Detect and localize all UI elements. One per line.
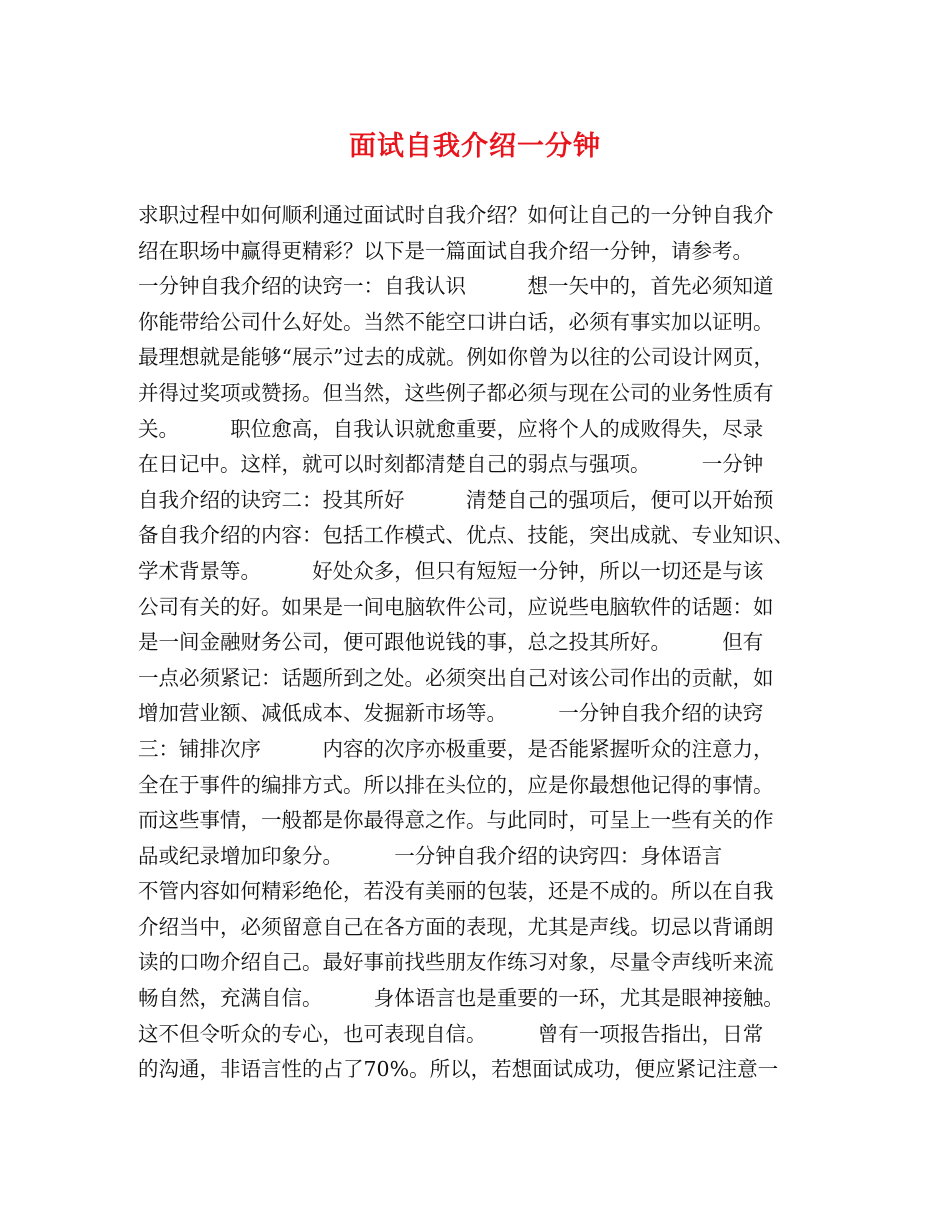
body-line: 一点必须紧记：话题所到之处。必须突出自己对该公司作出的贡献，如 xyxy=(138,665,774,690)
body-line: 你能带给公司什么好处。当然不能空口讲白话，必须有事实加以证明。 xyxy=(138,309,774,334)
document-body xyxy=(138,198,828,1088)
body-line: 增加营业额、减低成本、发掘新市场等。 一分钟自我介绍的诀窍 xyxy=(138,701,764,726)
body-line: 一分钟自我介绍的诀窍一：自我认识 想一矢中的，首先必须知道 xyxy=(138,274,774,299)
body-line: 备自我介绍的内容：包括工作模式、优点、技能，突出成就、专业知识、 xyxy=(138,523,794,548)
body-line: 不管内容如何精彩绝伦，若没有美丽的包装，还是不成的。所以在自我 xyxy=(138,879,774,904)
body-line: 这不但令听众的专心，也可表现自信。 曾有一项报告指出，日常 xyxy=(138,1021,764,1046)
body-line: 在日记中。这样，就可以时刻都清楚自己的弱点与强项。 一分钟 xyxy=(138,452,764,477)
body-line: 三：铺排次序 内容的次序亦极重要，是否能紧握听众的注意力， xyxy=(138,736,774,761)
body-line: 介绍当中，必须留意自己在各方面的表现，尤其是声线。切忌以背诵朗 xyxy=(138,914,774,939)
body-line: 公司有关的好。如果是一间电脑软件公司，应说些电脑软件的话题：如 xyxy=(138,594,774,619)
body-line: 畅自然，充满自信。 身体语言也是重要的一环，尤其是眼神接触。 xyxy=(138,986,784,1011)
body-line: 关。 职位愈高，自我认识就愈重要，应将个人的成败得失，尽录 xyxy=(138,416,764,441)
body-line: 读的口吻介绍自己。最好事前找些朋友作练习对象，尽量令声线听来流 xyxy=(138,950,774,975)
body-line: 品或纪录增加印象分。 一分钟自我介绍的诀窍四：身体语言 xyxy=(138,843,723,868)
body-line: 学术背景等。 好处众多，但只有短短一分钟，所以一切还是与该 xyxy=(138,558,764,583)
body-line: 并得过奖项或赞扬。但当然，这些例子都必须与现在公司的业务性质有 xyxy=(138,380,774,405)
body-line: 全在于事件的编排方式。所以排在头位的，应是你最想他记得的事情。 xyxy=(138,772,774,797)
body-line: 是一间金融财务公司，便可跟他说钱的事，总之投其所好。 但有 xyxy=(138,630,764,655)
body-line: 而这些事情，一般都是你最得意之作。与此同时，可呈上一些有关的作 xyxy=(138,808,774,833)
body-line: 绍在职场中赢得更精彩？以下是一篇面试自我介绍一分钟，请参考。 xyxy=(138,238,753,263)
body-line: 求职过程中如何顺利通过面试时自我介绍？如何让自己的一分钟自我介 xyxy=(138,203,774,227)
body-line: 最理想就是能够“展示”过去的成就。例如你曾为以往的公司设计网页， xyxy=(138,345,774,370)
body-line: 自我介绍的诀窍二：投其所好 清楚自己的强项后，便可以开始预 xyxy=(138,487,774,512)
body-line: 的沟通，非语言性的占了70%。所以，若想面试成功，便应紧记注意一 xyxy=(138,1057,779,1082)
document-title: 面试自我介绍一分钟 xyxy=(349,131,601,162)
